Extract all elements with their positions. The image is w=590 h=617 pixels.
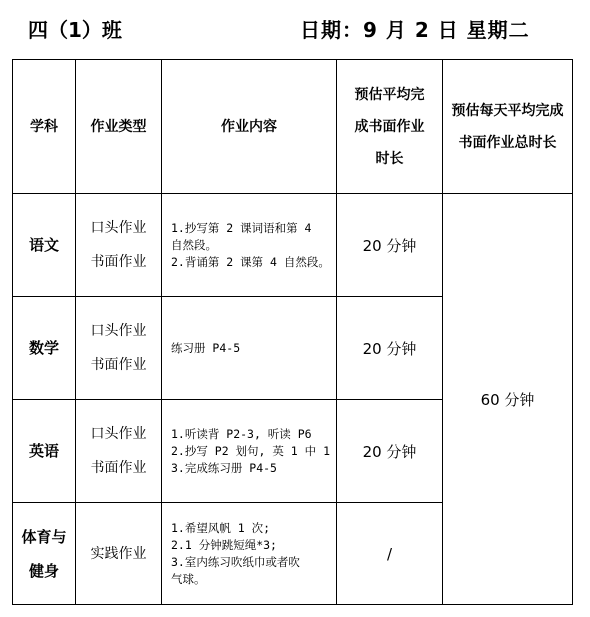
- class-name: 四（1）班: [28, 18, 122, 42]
- subject-cell: 英语: [13, 400, 76, 503]
- header-content: 作业内容: [162, 60, 337, 194]
- header-total-time: 预估每天平均完成 书面作业总时长: [443, 60, 573, 194]
- time-cell: 20 分钟: [337, 400, 443, 503]
- content-cell: 1.抄写第 2 课词语和第 4 自然段。 2.背诵第 2 课第 4 自然段。: [162, 194, 337, 297]
- content-cell: 练习册 P4-5: [162, 297, 337, 400]
- table-header-row: [13, 60, 573, 194]
- type-cell: 口头作业 书面作业: [76, 194, 162, 297]
- type-cell: 口头作业 书面作业: [76, 297, 162, 400]
- type-cell: 实践作业: [76, 503, 162, 605]
- homework-table: [12, 59, 573, 605]
- header-avg-time: 预估平均完 成书面作业 时长: [337, 60, 443, 194]
- subject-cell: 体育与 健身: [13, 503, 76, 605]
- type-cell: 口头作业 书面作业: [76, 400, 162, 503]
- content-cell: 1.听读背 P2-3, 听读 P6 2.抄写 P2 划句, 英 1 中 1 3.完成练习册 P4-5: [162, 400, 337, 503]
- header-type: 作业类型: [76, 60, 162, 194]
- header: [28, 14, 568, 44]
- time-cell: /: [337, 503, 443, 605]
- total-time-cell: 60 分钟: [443, 194, 573, 605]
- subject-cell: 语文: [13, 194, 76, 297]
- time-cell: 20 分钟: [337, 297, 443, 400]
- table-row: [13, 194, 573, 297]
- time-cell: 20 分钟: [337, 194, 443, 297]
- content-cell: 1.希望风帆 1 次; 2.1 分钟跳短绳*3; 3.室内练习吹纸巾或者吹 气球。: [162, 503, 337, 605]
- subject-cell: 数学: [13, 297, 76, 400]
- header-subject: 学科: [13, 60, 76, 194]
- date-label: 日期：9 月 2 日 星期二: [300, 18, 530, 42]
